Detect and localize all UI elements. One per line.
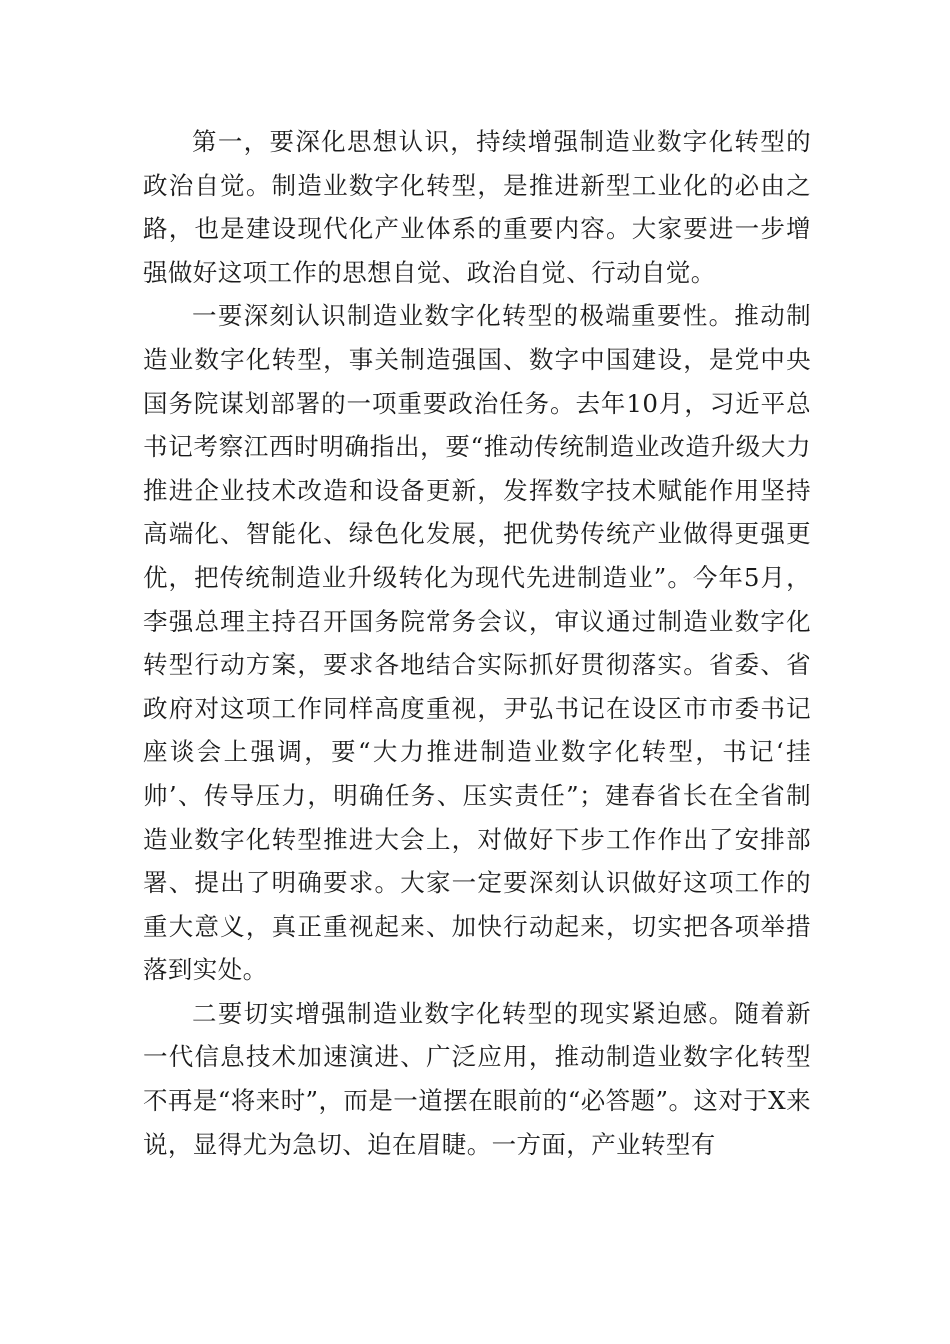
paragraph-2: 一要深刻认识制造业数字化转型的极端重要性。推动制造业数字化转型，事关制造强国、数字中国建设，是党中央国务院谋划部署的一项重要政治任务。去年10月，习近平总书记考察江西时明确指出，要“推动传统制造业改造升级大力推进企业技术改造和设备更新，发挥数字技术赋能作用坚持高端化、智能化、绿色化发展，把优势传统产业做得更强更优，把传统制造业升级转化为现代先进制造业”。今年5月，李强总理主持召开国务院常务会议，审议通过制造业数字化转型行动方案，要求各地结合实际抓好贯彻落实。省委、省政府对这项工作同样高度重视，尹弘书记在设区市市委书记座谈会上强调，要“大力推进制造业数字化转型，书记‘挂帅’、传导压力，明确任务、压实责任”；建春省长在全省制造业数字化转型推进大会上，对做好下步工作作出了安排部署、提出了明确要求。大家一定要深刻认识做好这项工作的重大意义，真正重视起来、加快行动起来，切实把各项举措落到实处。 [143,301,811,985]
paragraph-3: 二要切实增强制造业数字化转型的现实紧迫感。随着新一代信息技术加速演进、广泛应用，推动制造业数字化转型不再是“将来时”，而是一道摆在眼前的“必答题”。这对于X来说，显得尤为急切、迫在眉睫。一方面，产业转型有 [143,998,811,1159]
paragraph-1: 第一，要深化思想认识，持续增强制造业数字化转型的政治自觉。制造业数字化转型，是推进新型工业化的必由之路，也是建设现代化产业体系的重要内容。大家要进一步增强做好这项工作的思想自觉、政治自觉、行动自觉。 [143,127,811,287]
document-body [143,120,811,1166]
